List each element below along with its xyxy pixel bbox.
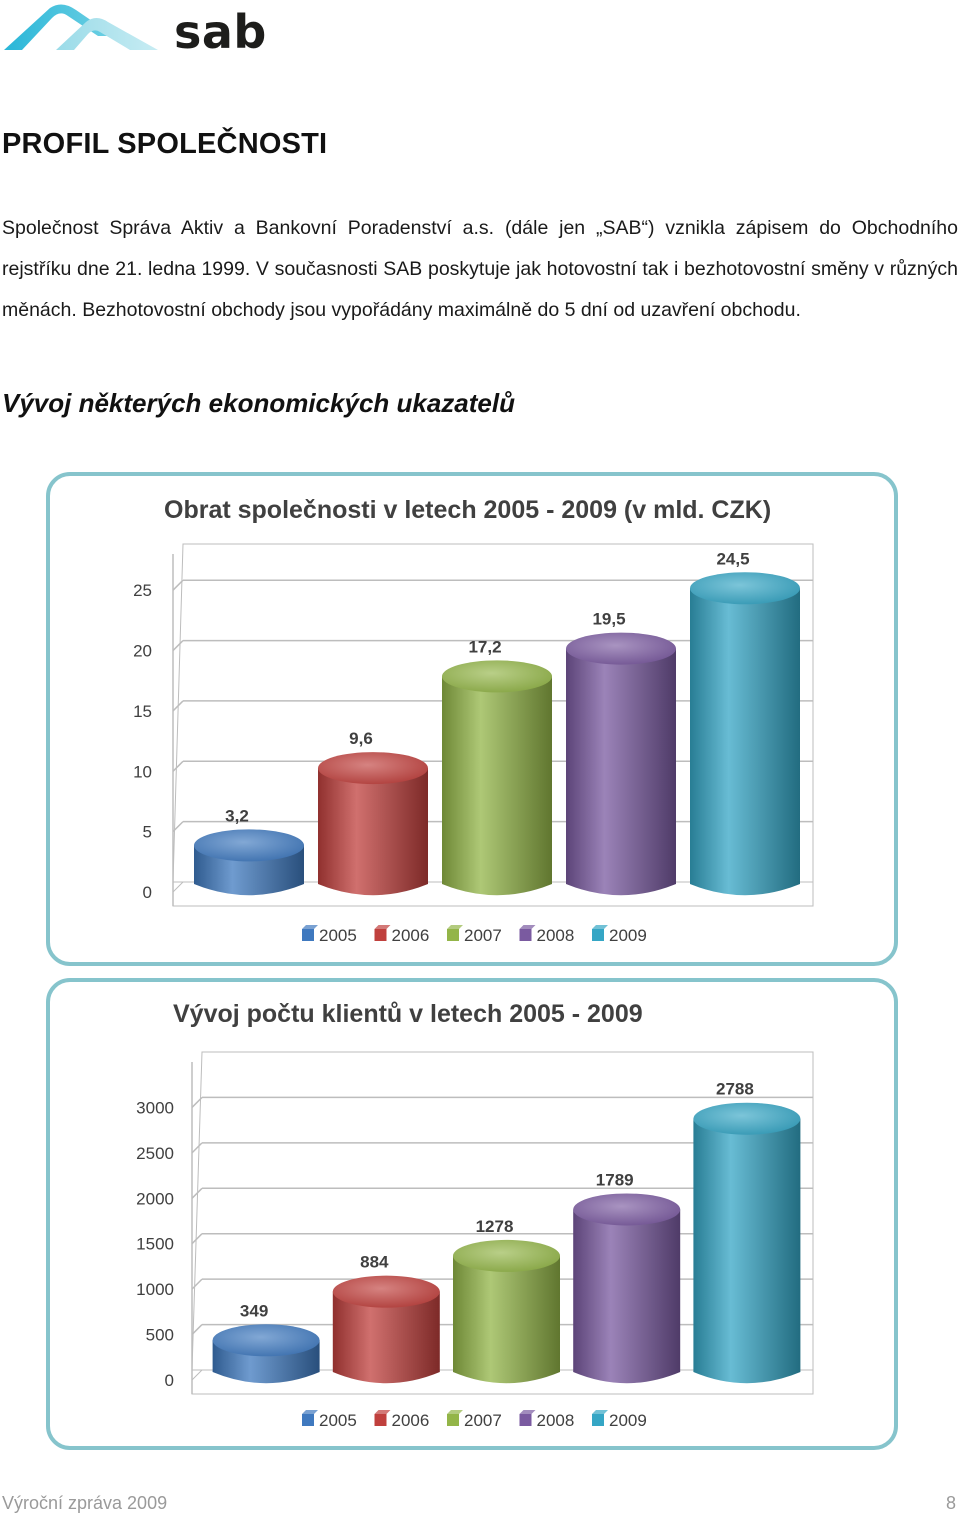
bar-2009 xyxy=(690,588,800,895)
bar-top-2007 xyxy=(442,660,552,692)
y-tick-label: 500 xyxy=(145,1325,174,1345)
legend-swatch-top xyxy=(302,1410,318,1414)
clients-chart xyxy=(46,978,898,1450)
legend-swatch xyxy=(520,1414,532,1426)
bar-top-2006 xyxy=(333,1276,440,1308)
y-tick-label: 20 xyxy=(133,641,152,661)
legend-label: 2005 xyxy=(319,926,357,945)
legend-swatch-top xyxy=(375,925,391,929)
legend-swatch-top xyxy=(520,925,536,929)
legend-swatch xyxy=(520,929,532,941)
bar-top-2006 xyxy=(318,752,428,784)
legend-swatch-top xyxy=(375,1410,391,1414)
y-tick-label: 2500 xyxy=(136,1143,174,1163)
bar-2007 xyxy=(442,676,552,895)
data-label: 17,2 xyxy=(468,637,502,657)
data-label: 1789 xyxy=(595,1170,634,1190)
y-tick-label: 15 xyxy=(133,701,152,721)
legend-swatch xyxy=(302,929,314,941)
y-tick-label: 25 xyxy=(133,581,152,601)
data-label: 9,6 xyxy=(349,729,373,749)
bar-top-2009 xyxy=(693,1103,800,1135)
bar-top-2008 xyxy=(573,1193,680,1225)
bar-2006 xyxy=(318,768,428,895)
data-label: 349 xyxy=(239,1301,269,1321)
footer-report-title: Výroční zpráva 2009 xyxy=(2,1493,168,1513)
legend-swatch xyxy=(447,929,459,941)
legend-label: 2006 xyxy=(391,1411,430,1430)
bar-2008 xyxy=(566,649,676,896)
legend-swatch-top xyxy=(592,925,608,929)
company-logo xyxy=(2,2,272,62)
data-label: 24,5 xyxy=(716,549,750,569)
intro-paragraph: Společnost Správa Aktiv a Bankovní Poradenství a.s. (dále jen „SAB“) vznikla zápisem do Obchodního rejstříku dne 21. ledna 1999. V současnosti SAB poskytuje jak hotovostní tak i bezhotovostní směny v různých měnách. Bezhotovostní obchody jsou vypořádány maximálně do 5 dní od uzavření obchodu. xyxy=(2,217,958,321)
logo-wave-icon xyxy=(2,2,162,54)
legend-label: 2006 xyxy=(391,926,430,945)
data-label: 2788 xyxy=(715,1079,754,1099)
y-tick-label: 1000 xyxy=(136,1280,174,1300)
legend-label: 2007 xyxy=(464,1411,502,1430)
bar-2009 xyxy=(693,1119,800,1384)
clients-chart-frame xyxy=(46,978,898,1450)
legend-swatch xyxy=(592,929,604,941)
y-tick-label: 1500 xyxy=(136,1234,174,1254)
legend-swatch xyxy=(302,1414,314,1426)
bar-top-2007 xyxy=(453,1240,560,1272)
data-label: 3,2 xyxy=(225,806,249,826)
chart-title: Vývoj počtu klientů v letech 2005 - 2009 xyxy=(173,1000,643,1028)
legend-swatch xyxy=(375,1414,387,1426)
revenue-chart xyxy=(46,472,898,966)
data-label: 884 xyxy=(360,1252,389,1272)
y-tick-label: 0 xyxy=(142,883,152,902)
legend-label: 2009 xyxy=(609,926,647,945)
page-title: PROFIL SPOLEČNOSTI xyxy=(2,128,328,160)
legend-swatch xyxy=(592,1414,604,1426)
bar-top-2005 xyxy=(194,829,304,861)
data-label: 19,5 xyxy=(592,609,626,629)
y-tick-label: 2000 xyxy=(136,1189,174,1209)
bar-top-2008 xyxy=(566,633,676,665)
footer-page-number: 8 xyxy=(945,1493,956,1513)
legend-label: 2009 xyxy=(609,1411,647,1430)
legend-label: 2007 xyxy=(464,926,502,945)
legend-swatch-top xyxy=(302,925,318,929)
bar-top-2005 xyxy=(213,1324,320,1356)
legend-swatch xyxy=(375,929,387,941)
y-tick-label: 10 xyxy=(133,762,152,782)
data-label: 1278 xyxy=(475,1216,514,1236)
section-subheading: Vývoj některých ekonomických ukazatelů xyxy=(2,388,515,418)
legend-label: 2005 xyxy=(319,1411,357,1430)
chart-title: Obrat společnosti v letech 2005 - 2009 (v mld. CZK) xyxy=(164,496,772,524)
legend-swatch-top xyxy=(520,1410,536,1414)
logo-text: sab xyxy=(174,5,267,59)
bar-2007 xyxy=(453,1256,560,1383)
bar-top-2009 xyxy=(690,572,800,604)
legend-swatch-top xyxy=(447,1410,463,1414)
revenue-chart-frame xyxy=(46,472,898,966)
y-tick-label: 0 xyxy=(164,1371,174,1390)
legend-label: 2008 xyxy=(536,1411,575,1430)
legend-swatch-top xyxy=(447,925,463,929)
bar-2008 xyxy=(573,1209,680,1383)
legend-label: 2008 xyxy=(536,926,575,945)
y-tick-label: 3000 xyxy=(136,1098,174,1118)
legend-swatch xyxy=(447,1414,459,1426)
y-tick-label: 5 xyxy=(142,822,152,842)
legend-swatch-top xyxy=(592,1410,608,1414)
